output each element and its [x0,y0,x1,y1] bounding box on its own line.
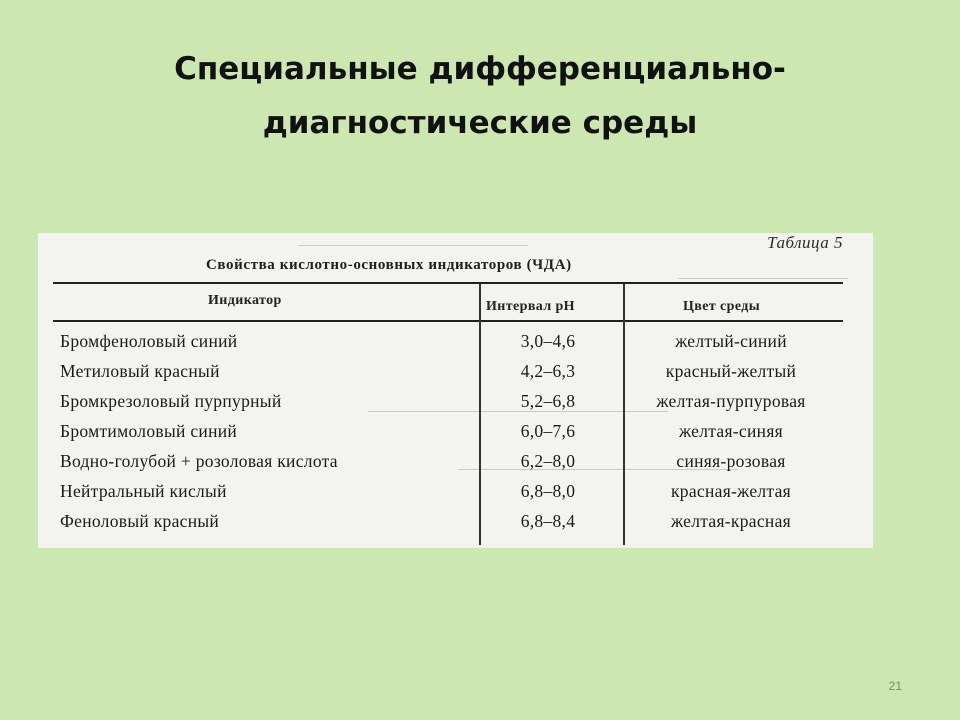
table-number: Таблица 5 [767,233,843,252]
indicator-name: Бромфеноловый синий [60,331,238,351]
slide-title-line-1: Специальные дифференциально- [174,51,786,87]
medium-color: красный-желтый [665,361,797,381]
ph-interval: 6,2–8,0 [520,451,576,471]
page-number: 21 [888,679,902,693]
ph-interval: 4,2–6,3 [520,361,576,381]
ph-interval: 6,8–8,4 [520,511,576,531]
ph-interval: 5,2–6,8 [520,391,576,411]
table-row [38,507,873,537]
medium-color: желтая-красная [670,511,792,531]
indicator-name: Водно-голубой + розоловая кислота [60,451,338,471]
table-row [38,357,873,387]
table-caption: Свойства кислотно-основных индикаторов (ЧДА) [206,257,572,273]
slide-title-line-2: диагностические среды [262,105,698,141]
table-top-rule [53,282,843,284]
ph-interval: 3,0–4,6 [520,331,576,351]
table-row [38,387,873,417]
medium-color: синяя-розовая [676,451,786,471]
header-medium-color: Цвет среды [683,299,761,314]
medium-color: желтый-синий [675,331,787,351]
medium-color: желтая-пурпуровая [656,391,806,411]
ph-interval: 6,0–7,6 [520,421,576,441]
slide-title [60,42,900,150]
indicator-name: Феноловый красный [60,511,220,531]
scanned-table-image [38,233,873,548]
table-header-rule [53,320,843,322]
scan-bleed-line [298,245,528,246]
table-row [38,417,873,447]
medium-color: желтая-синяя [678,421,784,441]
indicator-name: Нейтральный кислый [60,481,227,501]
table-row [38,327,873,357]
ph-interval: 6,8–8,0 [520,481,576,501]
table-row [38,477,873,507]
table-row [38,447,873,477]
medium-color: красная-желтая [670,481,792,501]
indicator-name: Бромтимоловый синий [60,421,238,441]
scan-bleed-line [678,278,848,279]
header-ph-interval: Интервал pH [486,299,575,314]
indicator-name: Метиловый красный [60,361,220,381]
indicator-name: Бромкрезоловый пурпурный [60,391,282,411]
header-indicator: Индикатор [208,293,282,308]
